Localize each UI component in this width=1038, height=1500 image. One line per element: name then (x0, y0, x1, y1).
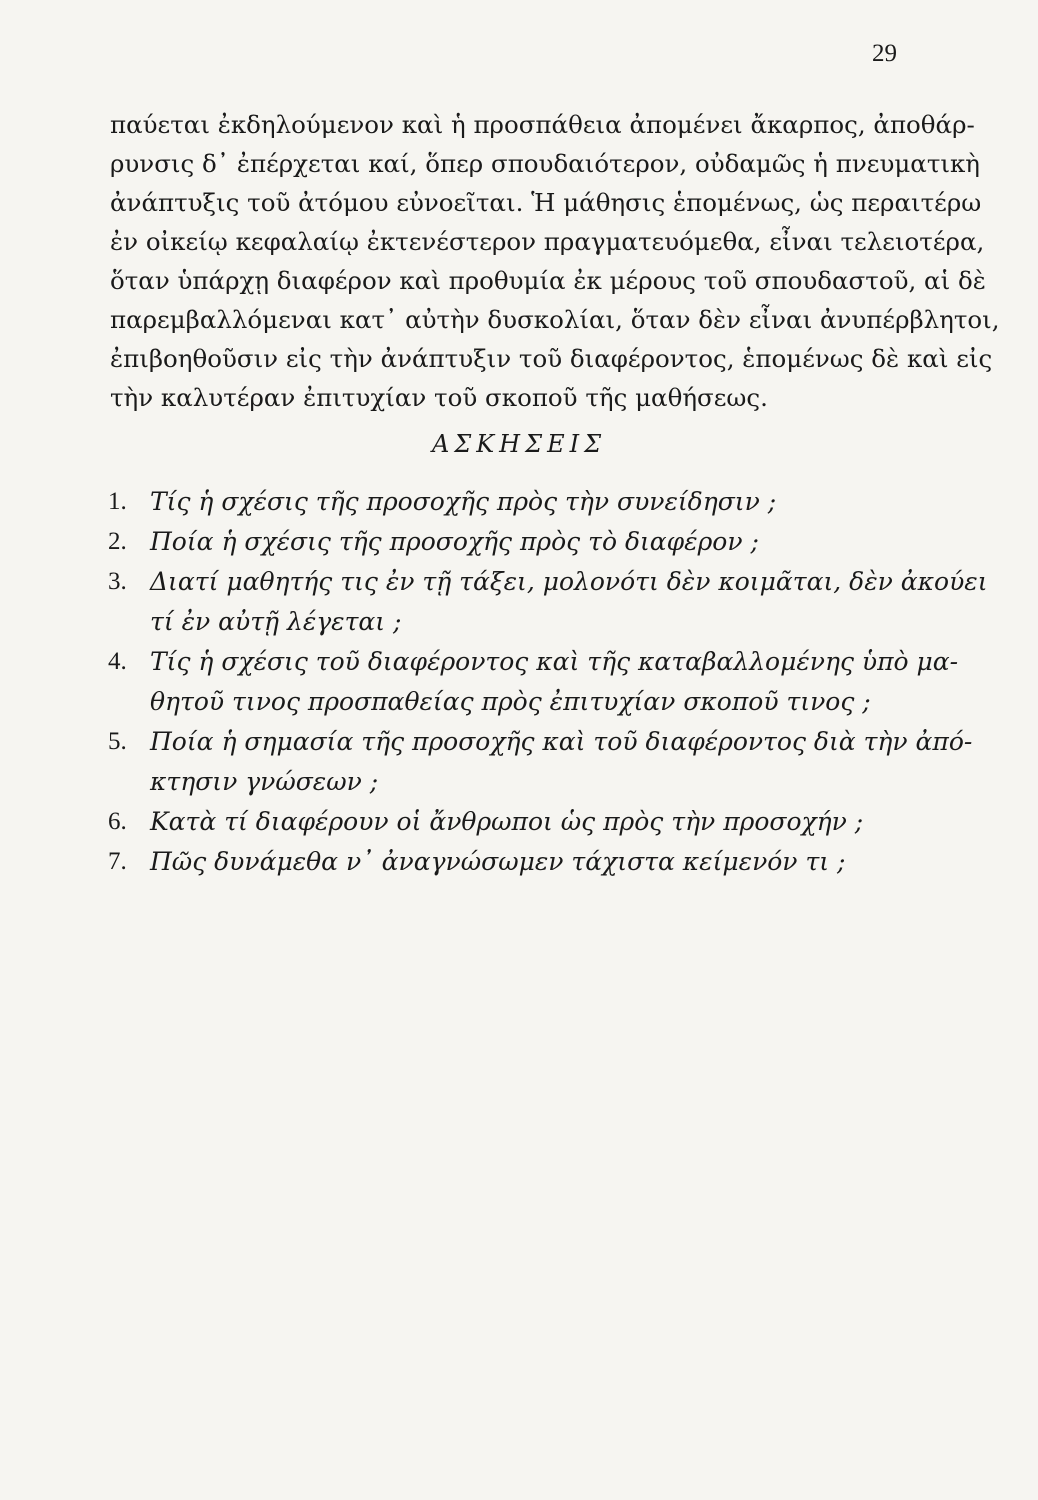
exercise-item-3 (108, 562, 988, 642)
exercise-number: 6. (108, 808, 127, 835)
exercise-line: Πῶς δυνάμεθα ν᾽ ἀναγνώσωμεν τάχιστα κείμενόν τι ; (150, 847, 846, 876)
paragraph-line: ρυνσις δ᾽ ἐπέρχεται καί, ὅπερ σπουδαιότερον, οὐδαμῶς ἡ πνευματικὴ (110, 149, 980, 178)
paragraph-line: ἐν οἰκείῳ κεφαλαίῳ ἐκτενέστερον πραγματευόμεθα, εἶναι τελειοτέρα, (110, 227, 985, 256)
exercise-line: Ποία ἡ σημασία τῆς προσοχῆς καὶ τοῦ διαφέροντος διὰ τὴν ἀπό- (150, 727, 973, 756)
exercise-item-2 (108, 522, 933, 562)
exercise-number: 4. (108, 648, 127, 675)
exercise-item-5 (108, 722, 973, 802)
exercise-number: 5. (108, 728, 127, 755)
paragraph-line: ἀνάπτυξις τοῦ ἀτόμου εὐνοεῖται. Ἡ μάθησις ἑπομένως, ὡς περαιτέρω (110, 188, 982, 217)
paragraph-line: ἐπιβοηθοῦσιν εἰς τὴν ἀνάπτυξιν τοῦ διαφέροντος, ἑπομένως δὲ καὶ εἰς (110, 344, 993, 373)
exercise-text (150, 522, 933, 562)
exercise-list (108, 482, 988, 882)
paragraph-line: παρεμβαλλόμεναι κατ᾽ αὐτὴν δυσκολίαι, ὅταν δὲν εἶναι ἀνυπέρβλητοι, (110, 305, 1000, 334)
page-number: 29 (872, 40, 897, 67)
exercise-line: θητοῦ τινος προσπαθείας πρὸς ἐπιτυχίαν σκοποῦ τινος ; (150, 687, 871, 716)
paragraph-line: παύεται ἐκδηλούμενον καὶ ἡ προσπάθεια ἀπομένει ἄκαρπος, ἀποθάρ- (110, 110, 975, 139)
exercise-item-1 (108, 482, 933, 522)
body-paragraph (110, 105, 1000, 417)
exercise-text (150, 842, 933, 882)
exercise-line: Τίς ἡ σχέσις τῆς προσοχῆς πρὸς τὴν συνείδησιν ; (150, 487, 777, 516)
exercise-number: 3. (108, 568, 127, 595)
exercise-number: 2. (108, 528, 127, 555)
exercise-item-7 (108, 842, 933, 882)
exercise-text (150, 562, 988, 642)
exercise-number: 1. (108, 488, 127, 515)
paragraph-line-last: τὴν καλυτέραν ἐπιτυχίαν τοῦ σκοποῦ τῆς μαθήσεως. (110, 383, 768, 412)
paragraph-line: ὅταν ὑπάρχῃ διαφέρον καὶ προθυμία ἐκ μέρους τοῦ σπουδαστοῦ, αἱ δὲ (110, 266, 986, 295)
exercise-line: Διατί μαθητής τις ἐν τῇ τάξει, μολονότι δὲν κοιμᾶται, δὲν ἀκούει (150, 567, 988, 596)
exercise-line: Κατὰ τί διαφέρουν οἱ ἄνθρωποι ὡς πρὸς τὴν προσοχήν ; (150, 807, 864, 836)
exercise-text (150, 802, 933, 842)
exercises-heading: ΑΣΚΗΣΕΙΣ (431, 430, 607, 458)
exercise-number: 7. (108, 848, 127, 875)
exercise-text (150, 642, 958, 722)
exercise-text (150, 482, 933, 522)
exercise-text (150, 722, 972, 802)
exercise-line: κτησιν γνώσεων ; (150, 767, 379, 796)
exercise-line: Τίς ἡ σχέσις τοῦ διαφέροντος καὶ τῆς καταβαλλομένης ὑπὸ μα- (150, 647, 959, 676)
exercise-line: Ποία ἡ σχέσις τῆς προσοχῆς πρὸς τὸ διαφέρον ; (150, 527, 759, 556)
exercise-item-6 (108, 802, 933, 842)
exercise-line: τί ἐν αὐτῇ λέγεται ; (150, 607, 402, 636)
exercise-item-4 (108, 642, 959, 722)
